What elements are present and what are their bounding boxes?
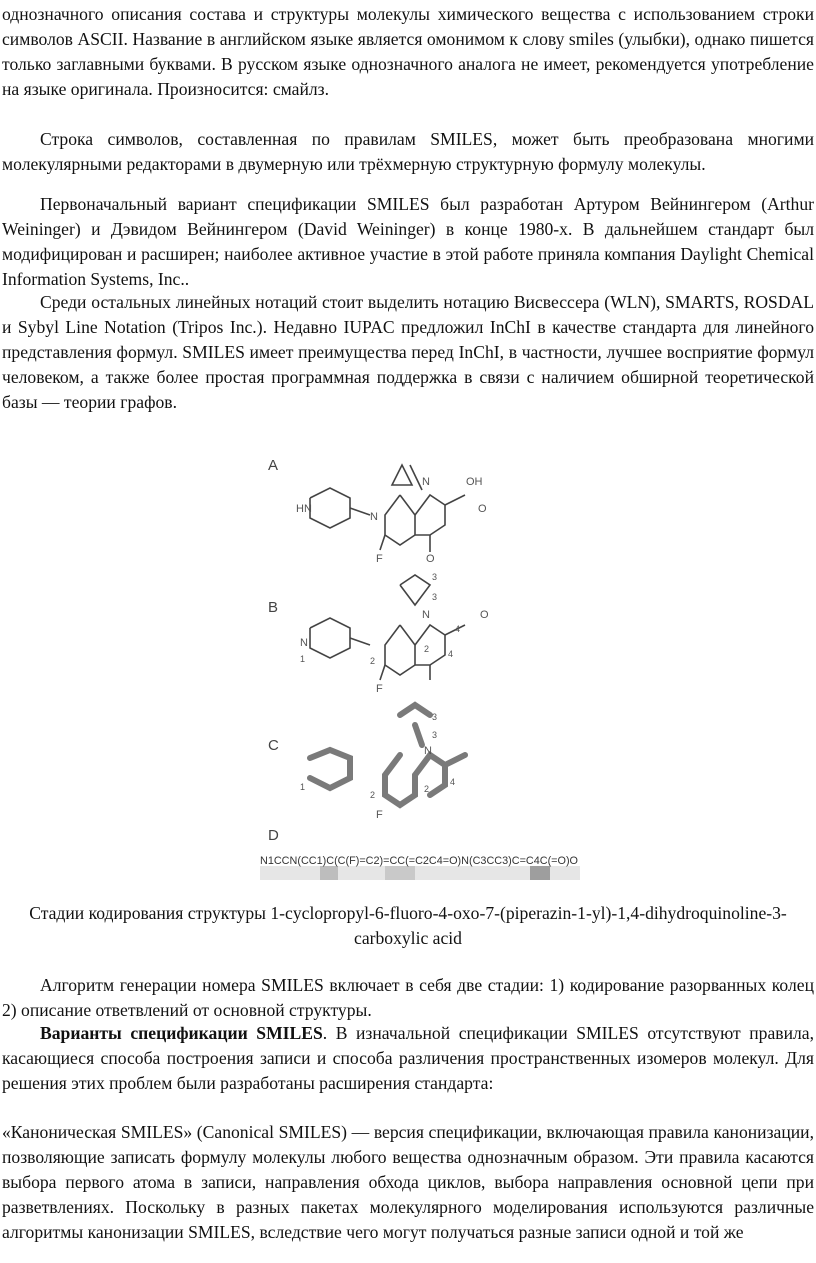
smiles-string: N1CCN(CC1)C(C(F)=C2)=CC(=C2C4=O)N(C3CC3)C=C4C(=O)O: [260, 855, 579, 867]
number-3-b-top: 3: [432, 572, 438, 582]
structure-c: [310, 705, 465, 805]
number-3-b: 3: [432, 592, 438, 602]
smiles-highlight-mark-3: [530, 866, 550, 880]
number-1-b: 1: [300, 654, 306, 664]
paragraph-algorithm: Алгоритм генерации номера SMILES включает в себя две стадии: 1) кодирование разорванных колец 2) описание ответвлений от основной структуры.: [2, 975, 814, 1020]
figure-caption: Стадии кодирования структуры 1-cyclopropyl-6-fluoro-4-oxo-7-(piperazin-1-yl)-1,4-dihydroquinoline-3-carboxylic acid: [29, 903, 787, 948]
molecule-encoding-figure: [240, 440, 580, 890]
atom-o-a: O: [426, 553, 435, 565]
number-4-c: 4: [450, 777, 456, 787]
number-4-b: 4: [455, 624, 461, 634]
atom-o2-a: O: [478, 503, 487, 515]
panel-label-b: B: [268, 599, 279, 616]
paragraph-other-notations: Среди остальных линейных нотаций стоит выделить нотацию Висвессера (WLN), SMARTS, ROSDAL и Sybyl Line Notation (Tripos Inc.). Недавно IUPAC предложил InChI в качестве стандарта для линейного представления формул. SMILES имеет преимущества перед InChI, в частности, лучшее восприятие формул человеком, а также более простая программная поддержка в связи с наличием обширной теоретической базы — теории графов.: [2, 292, 814, 412]
number-3-c-top: 3: [432, 712, 438, 722]
atom-n2-a: N: [370, 511, 378, 523]
atom-f-c: F: [376, 809, 383, 821]
molecule-diagram: [240, 440, 580, 890]
paragraph-history: Первоначальный вариант спецификации SMILES был разработан Артуром Вейнингером (Arthur Weininger) и Дэвидом Вейнингером (David Weininger) в конце 1980-х. В дальнейшем стандарт был модифицирован и расширен; наиболее активное участие в этой работе приняла компания Daylight Chemical Information Systems, Inc..: [2, 194, 814, 289]
variants-heading: Варианты спецификации SMILES: [40, 1023, 323, 1043]
number-4-b2: 4: [448, 649, 454, 659]
atom-f-b: F: [376, 683, 383, 695]
atom-hn-a: HN: [296, 503, 312, 515]
paragraph-canonical: «Каноническая SMILES» (Canonical SMILES) — версия спецификации, включающая правила канонизации, позволяющие записать формулу молекулы любого вещества однозначным образом. Эти правила касаются выбора первого атома в записи, направления обхода циклов, выбора направления основной цепи при разветвлениях. Поскольку в разных пакетах молекулярного моделирования используются различные алгоритмы канонизации SMILES, вследствие чего могут получаться разные записи одной и той же: [2, 1122, 814, 1242]
number-2-c2: 2: [370, 790, 376, 800]
number-2-b: 2: [424, 644, 430, 654]
number-3-c: 3: [432, 730, 438, 740]
smiles-highlight-mark-2: [385, 866, 415, 880]
number-2-b2: 2: [370, 656, 376, 666]
paragraph-variants: [2, 1021, 814, 1096]
panel-label-c: C: [268, 737, 279, 754]
smiles-highlight-mark-1: [320, 866, 338, 880]
structure-a: [310, 465, 465, 552]
atom-n-a: N: [422, 476, 430, 488]
atom-o-b: O: [480, 609, 489, 621]
panel-label-d: D: [268, 827, 279, 844]
number-2-c: 2: [424, 784, 430, 794]
paragraph-conversion: Строка символов, составленная по правилам SMILES, может быть преобразована многими молекулярными редакторами в двумерную или трёхмерную структурную формулу молекулы.: [2, 129, 814, 174]
variants-text: . В изначальной спецификации SMILES отсутствуют правила, касающиеся способа построения записи и способа различения пространственных изомеров молекул. Для решения этих проблем были разработаны расширения стандарта:: [2, 1023, 814, 1093]
panel-label-a: A: [268, 457, 279, 474]
atom-n2-b: N: [300, 637, 308, 649]
atom-oh-a: OH: [466, 476, 483, 488]
atom-n-b: N: [422, 609, 430, 621]
atom-n-c: N: [424, 745, 432, 757]
atom-f-a: F: [376, 553, 383, 565]
paragraph-smiles-definition: однозначного описания состава и структуры молекулы химического вещества с использованием строки символов ASCII. Название в английском языке является омонимом к слову smiles (улыбки), однако пишется только заглавными буквами. В русском языке однозначного аналога не имеет, рекомендуется употребление на языке оригинала. Произносится: смайлз.: [2, 4, 814, 99]
number-1-c: 1: [300, 782, 306, 792]
structure-b: [310, 575, 465, 680]
